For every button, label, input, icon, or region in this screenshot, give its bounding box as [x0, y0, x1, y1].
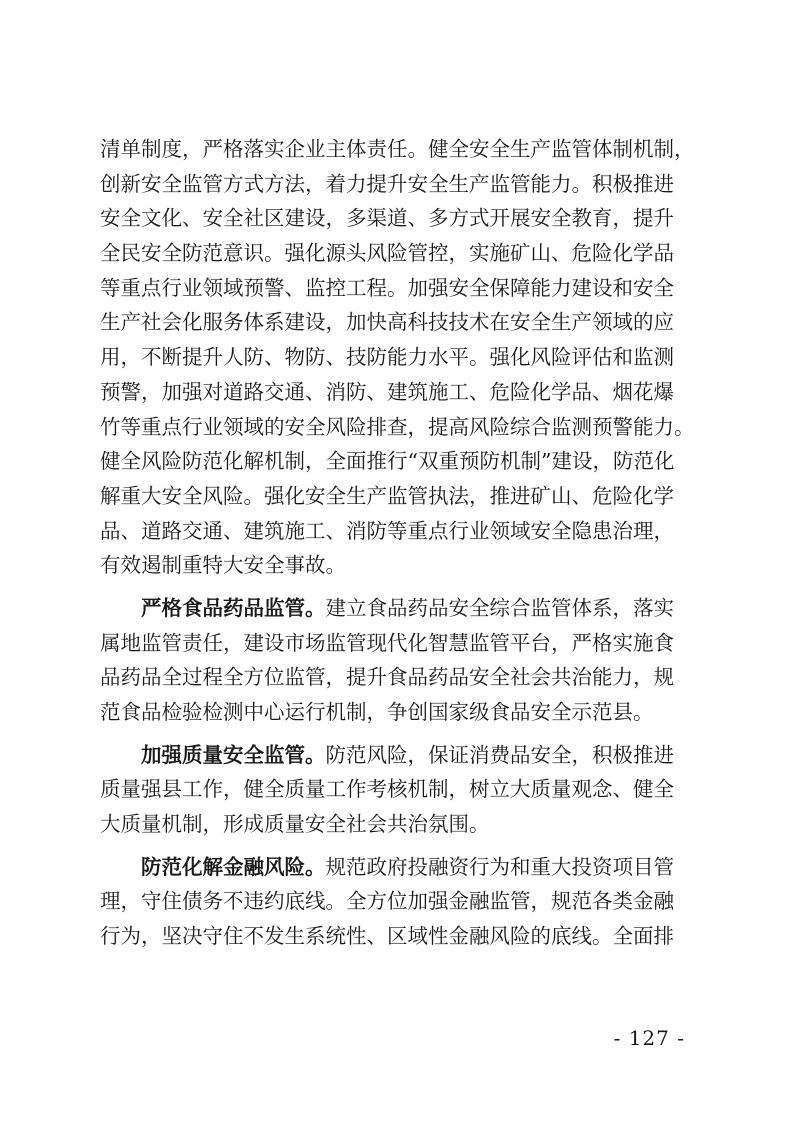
text-line: 解重大安全风险。强化安全生产监管执法，推进矿山、危险化学 [100, 483, 674, 508]
text-line: 生产社会化服务体系建设，加快高科技技术在安全生产领域的应 [100, 310, 674, 335]
text-line: 属地监管责任，建设市场监管现代化智慧监管平台，严格实施食 [100, 630, 674, 655]
page-number: - 127 - [613, 1026, 685, 1050]
text-line: 品、道路交通、建筑施工、消防等重点行业领域安全隐患治理， [100, 518, 674, 543]
text-line: 行为，坚决守住不发生系统性、区域性金融风险的底线。全面排 [100, 924, 674, 949]
text-line: 健全风险防范化解机制，全面推行“双重预防机制”建设，防范化 [100, 449, 675, 474]
text-line: 创新安全监管方式方法，着力提升安全生产监管能力。积极推进 [100, 171, 674, 196]
paragraph-food-first-line [100, 591, 695, 626]
section-heading-food: 严格食品药品监管。 [141, 595, 326, 620]
text-line: 安全文化、安全社区建设，多渠道、多方式开展安全教育，提升 [100, 206, 674, 231]
text-line: 质量强县工作，健全质量工作考核机制，树立大质量观念、健全 [100, 777, 674, 802]
paragraph-finance-first-line [100, 850, 695, 885]
text-run: 防范风险，保证消费品安全，积极推进 [325, 742, 674, 767]
paragraph-quality-first-line [100, 738, 695, 773]
text-run: 建立食品药品安全综合监管体系，落实 [325, 595, 674, 620]
text-line: 大质量机制，形成质量安全社会共治氛围。 [100, 812, 490, 837]
document-body [100, 132, 695, 954]
section-heading-quality: 加强质量安全监管。 [141, 742, 326, 767]
text-line: 清单制度，严格落实企业主体责任。健全安全生产监管体制机制， [100, 137, 695, 161]
text-line: 竹等重点行业领域的安全风险排查，提高风险综合监测预警能力。 [100, 414, 695, 439]
text-run: 规范政府投融资行为和重大投资项目管 [325, 854, 674, 879]
text-line: 等重点行业领域预警、监控工程。加强安全保障能力建设和安全 [100, 275, 674, 300]
text-line: 范食品检验检测中心运行机制，争创国家级食品安全示范县。 [100, 700, 654, 724]
text-line: 有效遏制重特大安全事故。 [100, 553, 346, 578]
text-line: 品药品全过程全方位监管，提升食品药品安全社会共治能力，规 [100, 665, 674, 690]
section-heading-finance: 防范化解金融风险。 [141, 854, 326, 879]
text-line: 全民安全防范意识。强化源头风险管控，实施矿山、危险化学品 [100, 241, 674, 266]
text-line: 用，不断提升人防、物防、技防能力水平。强化风险评估和监测 [100, 345, 674, 370]
text-line: 预警，加强对道路交通、消防、建筑施工、危险化学品、烟花爆 [100, 379, 674, 404]
text-line: 理，守住债务不违约底线。全方位加强金融监管，规范各类金融 [100, 889, 674, 914]
